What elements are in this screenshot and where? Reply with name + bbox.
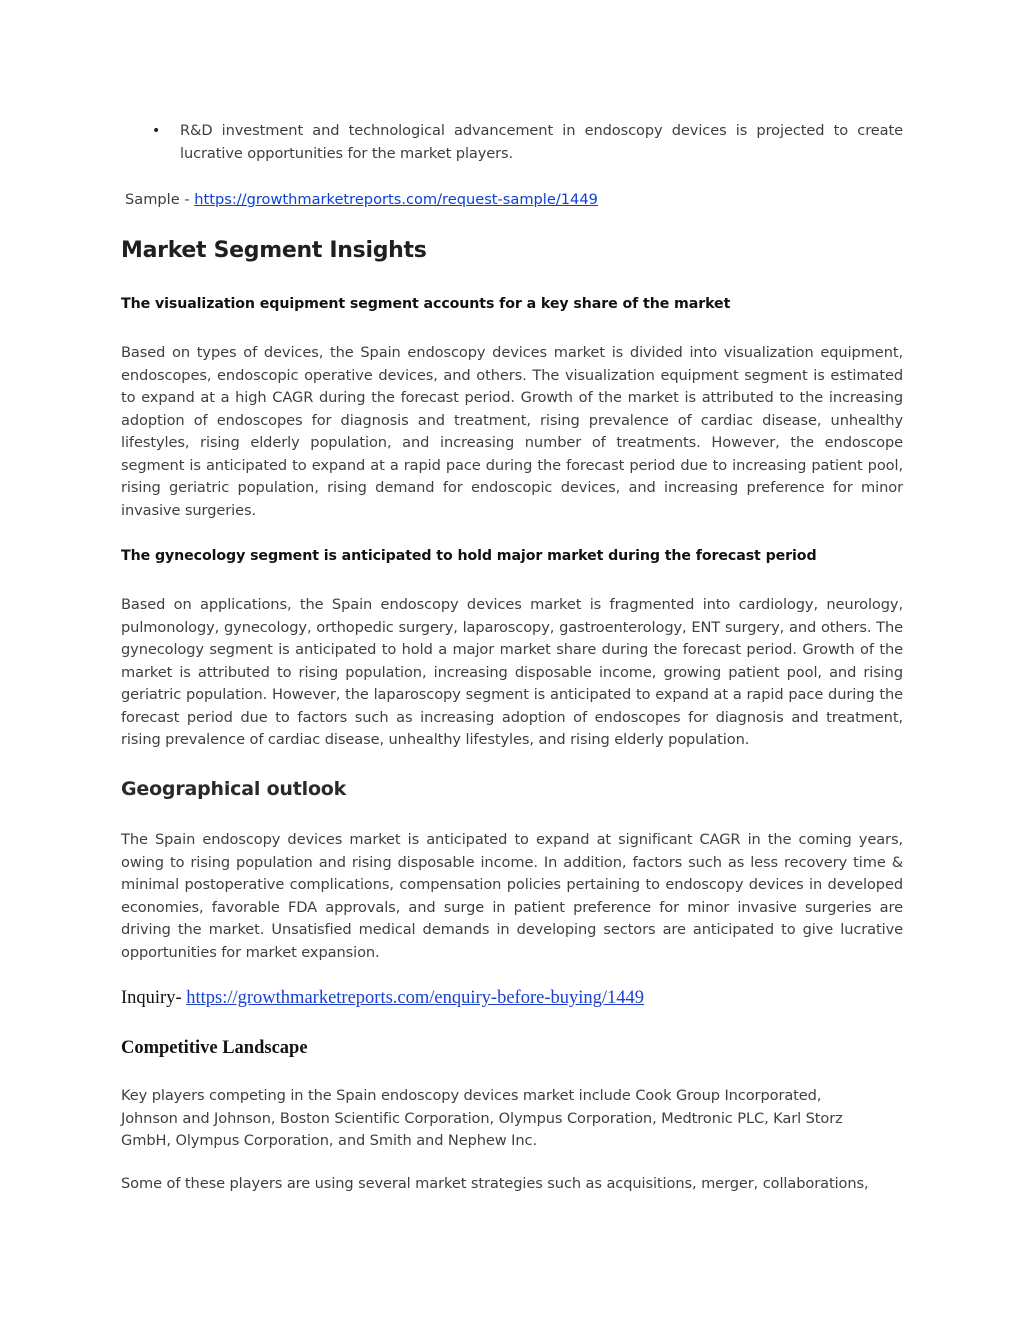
- inquiry-line: [121, 988, 644, 1009]
- strategies-paragraph: Some of these players are using several market strategies such as acquisitions, merger, collaborations,: [121, 1175, 869, 1192]
- inquiry-link[interactable]: https://growthmarketreports.com/enquiry-before-buying/1449: [186, 988, 645, 1008]
- strategies-paragraph-block: [121, 1173, 903, 1196]
- gynecology-paragraph: Based on applications, the Spain endoscopy devices market is fragmented into cardiology, neurology, pulmonology, gynecology, orthopedic surgery, laparoscopy, gastroenterology, ENT surgery, and others. The gynecology segment is anticipated to hold a major market share during the forecast period. Growth of the market is attributed to rising population, increasing disposable income, growing patient pool, and rising geriatric population. However, the laparoscopy segment is anticipated to expand at a rapid pace during the forecast period due to factors such as increasing adoption of endoscopes for diagnosis and treatment, rising prevalence of cardiac disease, unhealthy lifestyles, and rising elderly population.: [121, 596, 903, 748]
- sample-line: [125, 189, 598, 211]
- geographical-heading: Geographical outlook: [121, 778, 347, 800]
- gynecology-subheading: The gynecology segment is anticipated to hold major market during the forecast period: [121, 548, 817, 564]
- visualization-paragraph: Based on types of devices, the Spain endoscopy devices market is divided into visualization equipment, endoscopes, endoscopic operative devices, and others. The visualization equipment segment is estimated to expand at a high CAGR during the forecast period. Growth of the market is attributed to the increasing adoption of endoscopes for diagnosis and treatment, rising prevalence of cardiac disease, unhealthy lifestyles, rising elderly population, and increasing number of treatments. However, the endoscope segment is anticipated to expand at a rapid pace during the forecast period due to increasing patient pool, rising geriatric population, rising demand for endoscopic devices, and increasing preference for minor invasive surgeries.: [121, 344, 903, 519]
- visualization-subheading: The visualization equipment segment accounts for a key share of the market: [121, 296, 731, 312]
- market-segment-heading: Market Segment Insights: [121, 238, 427, 263]
- sample-label: Sample -: [125, 191, 195, 208]
- competitive-paragraph: Key players competing in the Spain endoscopy devices market include Cook Group Incorporated, Johnson and Johnson, Boston Scientific Corporation, Olympus Corporation, Medtronic PLC, Karl Storz GmbH, Olympus Corporation, and Smith and Nephew Inc.: [121, 1087, 843, 1149]
- bullet-marker: •: [152, 123, 161, 139]
- bullet-text: R&D investment and technological advancement in endoscopy devices is projected to create lucrative opportunities for the market players.: [180, 122, 903, 162]
- bullet-item: [121, 120, 903, 165]
- gynecology-paragraph-block: [121, 594, 903, 752]
- geographical-paragraph-block: [121, 829, 903, 964]
- geographical-paragraph: The Spain endoscopy devices market is anticipated to expand at significant CAGR in the coming years, owing to rising population and rising disposable income. In addition, factors such as less recovery time & minimal postoperative complications, compensation policies pertaining to endoscopy devices in developed economies, favorable FDA approvals, and surge in patient preference for minor invasive surgeries are driving the market. Unsatisfied medical demands in developing sectors are anticipated to give lucrative opportunities for market expansion.: [121, 831, 903, 961]
- competitive-paragraph-block: [121, 1085, 881, 1153]
- visualization-paragraph-block: [121, 342, 903, 522]
- sample-link[interactable]: https://growthmarketreports.com/request-sample/1449: [194, 191, 598, 208]
- inquiry-label: Inquiry-: [121, 988, 187, 1008]
- competitive-heading: Competitive Landscape: [121, 1038, 308, 1058]
